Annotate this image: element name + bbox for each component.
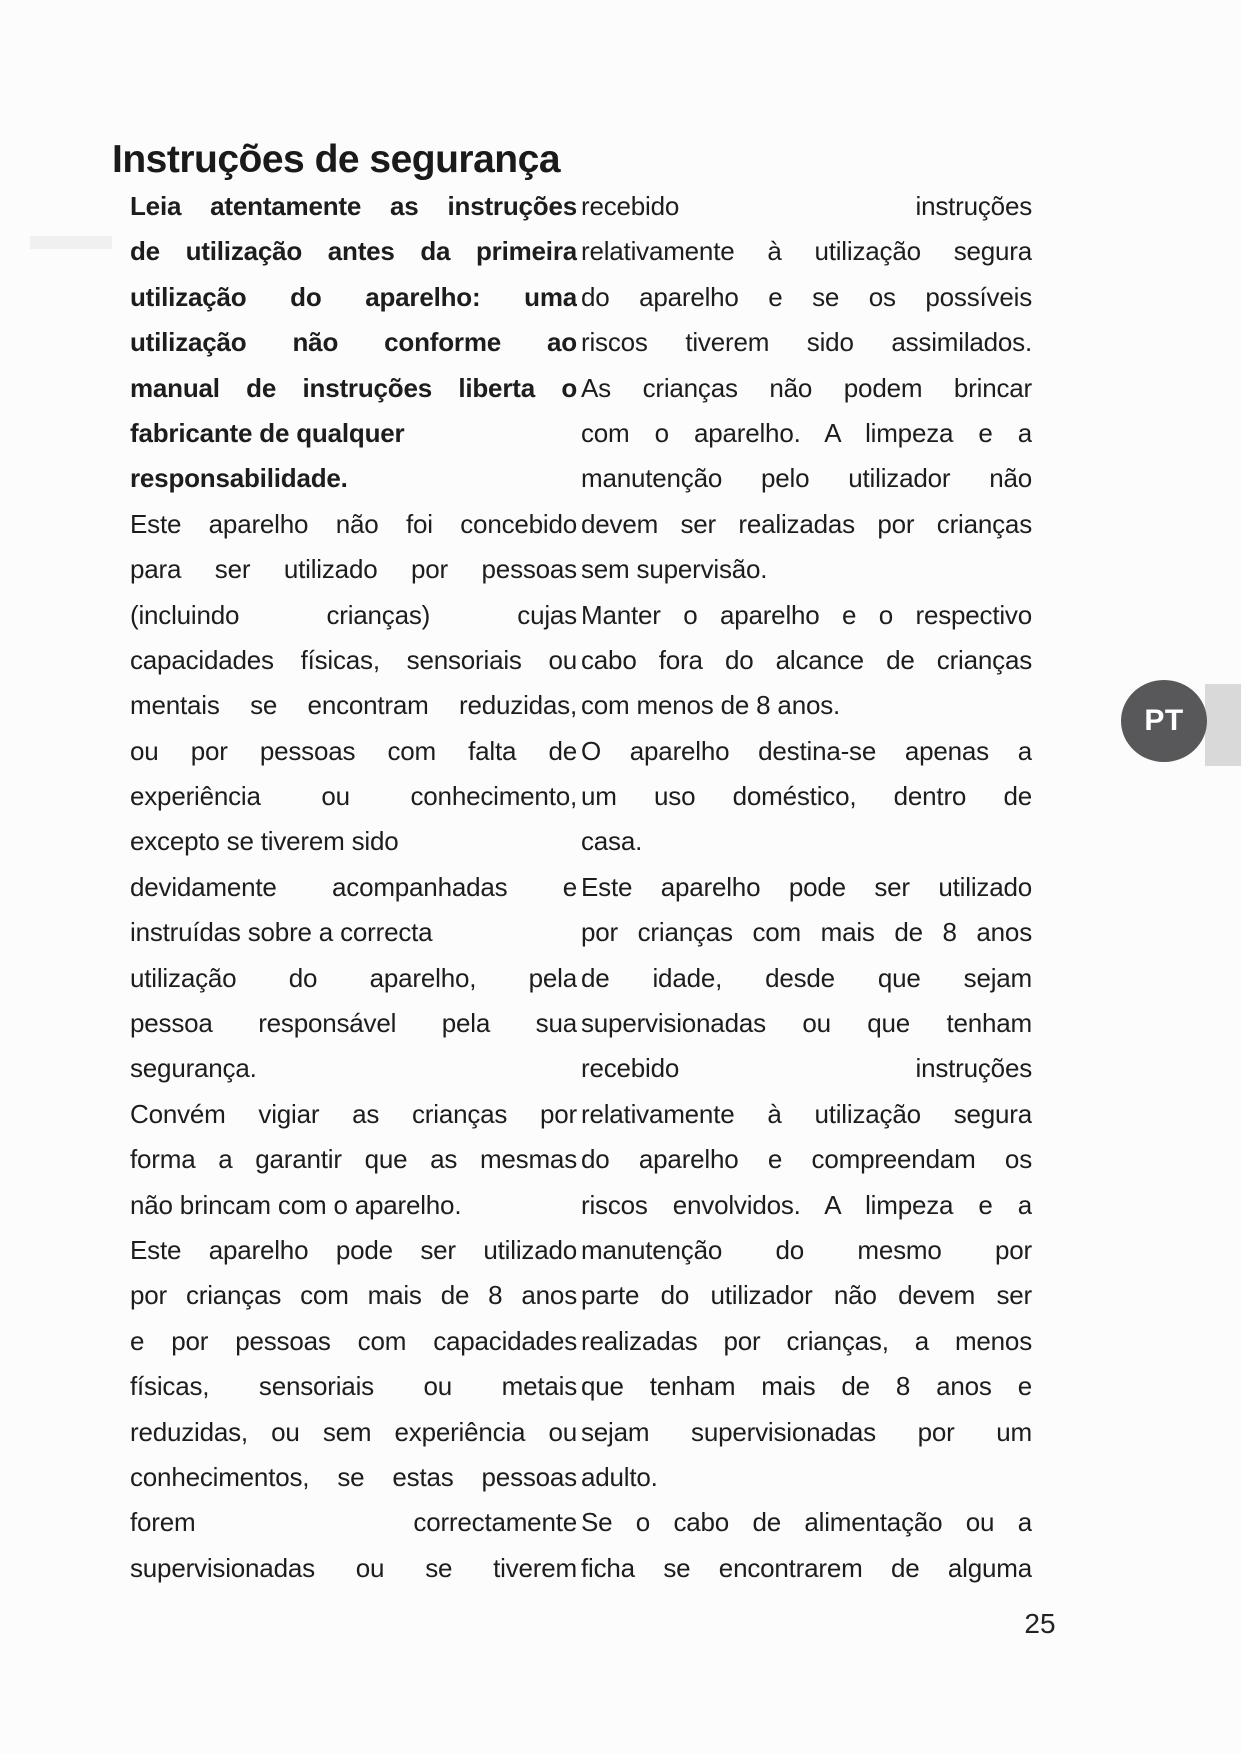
text-line-content: utilização do aparelho, pela (130, 962, 577, 993)
text-line (581, 1410, 1032, 1455)
text-line-content: parte do utilizador não devem ser (581, 1280, 1032, 1311)
text-line (581, 1001, 1032, 1046)
text-column-right (581, 184, 1032, 1591)
text-line-content: recebido instruções (581, 1053, 1032, 1084)
text-line-content: do aparelho e compreendam os (581, 1144, 1032, 1175)
text-line-content: ou por pessoas com falta de (130, 735, 577, 766)
text-line (581, 229, 1032, 274)
text-line-content: Este aparelho pode ser utilizado (581, 871, 1032, 902)
text-line-content: de utilização antes da primeira (130, 236, 577, 267)
text-line (130, 1455, 577, 1500)
text-line (581, 1546, 1032, 1591)
text-line (130, 1228, 577, 1273)
text-line (581, 729, 1032, 774)
text-line-content: com o aparelho. A limpeza e a (581, 417, 1032, 448)
text-line-content: manutenção pelo utilizador não (581, 463, 1032, 494)
text-line (130, 1273, 577, 1318)
scan-artifact (30, 236, 112, 249)
text-line (581, 184, 1032, 229)
text-line-content: mentais se encontram reduzidas, (130, 690, 577, 721)
text-line-content: O aparelho destina-se apenas a (581, 735, 1032, 766)
text-line-content: sejam supervisionadas por um (581, 1416, 1032, 1447)
text-line-content: que tenham mais de 8 anos e (581, 1371, 1032, 1402)
text-line (581, 1183, 1032, 1228)
text-line-content: supervisionadas ou que tenham (581, 1008, 1032, 1039)
text-line (130, 229, 577, 274)
text-line (130, 1546, 577, 1591)
text-line-content: supervisionadas ou se tiverem (130, 1552, 577, 1583)
page-edge-strip (1205, 684, 1241, 766)
text-line-content: ficha se encontrarem de alguma (581, 1552, 1032, 1583)
page-number: 25 (1024, 1608, 1056, 1639)
text-line-content: manual de instruções liberta o (130, 372, 577, 403)
text-line-content: relativamente à utilização segura (581, 1098, 1032, 1129)
text-line-content: cabo fora do alcance de crianças (581, 644, 1032, 675)
text-line (581, 1500, 1032, 1545)
text-line-content: manutenção do mesmo por (581, 1234, 1032, 1265)
text-line-content: Convém vigiar as crianças por (130, 1098, 577, 1129)
text-line (130, 1183, 577, 1228)
text-line (581, 1364, 1032, 1409)
text-line (130, 819, 577, 864)
text-line (581, 1319, 1032, 1364)
text-line-content: reduzidas, ou sem experiência ou (130, 1416, 577, 1447)
text-line (581, 1046, 1032, 1091)
text-line (130, 184, 577, 229)
text-line (130, 1410, 577, 1455)
text-line-content: fabricante de qualquer (130, 417, 405, 448)
text-line (130, 411, 577, 456)
text-line-content: Se o cabo de alimentação ou a (581, 1507, 1032, 1538)
text-line-content: experiência ou conhecimento, (130, 781, 577, 812)
text-line (581, 366, 1032, 411)
text-line (130, 1500, 577, 1545)
text-line-content: capacidades físicas, sensoriais ou (130, 644, 577, 675)
text-line (581, 1455, 1032, 1500)
text-line-content: riscos tiverem sido assimilados. (581, 327, 1032, 358)
text-line (581, 1092, 1032, 1137)
text-line (130, 593, 577, 638)
text-line (581, 1273, 1032, 1318)
text-line-content: um uso doméstico, dentro de (581, 781, 1032, 812)
page-title: Instruções de segurança (112, 138, 561, 182)
text-line (130, 366, 577, 411)
text-line (130, 956, 577, 1001)
text-line-content: utilização não conforme ao (130, 327, 577, 358)
text-line (581, 638, 1032, 683)
text-line (581, 819, 1032, 864)
text-line-content: devidamente acompanhadas e (130, 871, 577, 902)
text-line-content: recebido instruções (581, 191, 1032, 221)
text-line (581, 774, 1032, 819)
text-line (130, 683, 577, 728)
text-line-content: físicas, sensoriais ou metais (130, 1371, 577, 1402)
language-badge-label: PT (1144, 704, 1184, 737)
text-line (581, 865, 1032, 910)
text-line (581, 502, 1032, 547)
text-column-left (130, 184, 577, 1591)
text-line (130, 275, 577, 320)
text-line-content: por crianças com mais de 8 anos (581, 917, 1032, 948)
text-line (581, 956, 1032, 1001)
text-line (130, 910, 577, 955)
text-line (130, 1137, 577, 1182)
text-line-content: utilização do aparelho: uma (130, 281, 577, 312)
text-line (581, 547, 1032, 592)
text-line-content: responsabilidade. (130, 463, 348, 494)
text-line-content: para ser utilizado por pessoas (130, 554, 577, 585)
text-line-content: do aparelho e se os possíveis (581, 281, 1032, 312)
text-line (130, 1001, 577, 1046)
text-line-content: segurança. (130, 1053, 257, 1084)
text-line (581, 456, 1032, 501)
text-line (130, 1092, 577, 1137)
text-line-content: realizadas por crianças, a menos (581, 1325, 1032, 1356)
text-line-content: adulto. (581, 1461, 658, 1492)
text-line-content: instruídas sobre a correcta (130, 917, 433, 948)
text-line (130, 774, 577, 819)
language-badge-pt (1121, 680, 1207, 762)
text-line-content: Este aparelho pode ser utilizado (130, 1234, 577, 1265)
text-line-content: devem ser realizadas por crianças (581, 508, 1032, 539)
text-line-content: Manter o aparelho e o respectivo (581, 599, 1032, 630)
text-line-content: Leia atentamente as instruções (130, 191, 577, 221)
text-line-content: (incluindo crianças) cujas (130, 599, 577, 630)
text-line-content: com menos de 8 anos. (581, 690, 841, 721)
text-line (130, 638, 577, 683)
text-line-content: forem correctamente (130, 1507, 577, 1538)
text-line (130, 502, 577, 547)
text-line-content: excepto se tiverem sido (130, 826, 399, 857)
text-line-content: e por pessoas com capacidades (130, 1325, 577, 1356)
text-line-content: Este aparelho não foi concebido (130, 508, 577, 539)
text-line-content: forma a garantir que as mesmas (130, 1144, 577, 1175)
text-line (581, 1137, 1032, 1182)
text-line (581, 683, 1032, 728)
text-line-content: relativamente à utilização segura (581, 236, 1032, 267)
text-line (581, 910, 1032, 955)
text-line (130, 320, 577, 365)
text-line (130, 547, 577, 592)
text-line-content: conhecimentos, se estas pessoas (130, 1461, 577, 1492)
text-line (581, 1228, 1032, 1273)
text-line-content: por crianças com mais de 8 anos (130, 1280, 577, 1311)
text-line (130, 1319, 577, 1364)
text-line (581, 275, 1032, 320)
text-line (130, 865, 577, 910)
text-line (581, 593, 1032, 638)
text-line (581, 320, 1032, 365)
text-line (130, 1364, 577, 1409)
text-line-content: pessoa responsável pela sua (130, 1008, 577, 1039)
text-line (130, 729, 577, 774)
text-line (130, 456, 577, 501)
text-line-content: sem supervisão. (581, 554, 768, 585)
text-line-content: casa. (581, 826, 643, 857)
text-line-content: de idade, desde que sejam (581, 962, 1032, 993)
text-line-content: não brincam com o aparelho. (130, 1189, 462, 1220)
text-line (581, 411, 1032, 456)
text-line-content: As crianças não podem brincar (581, 372, 1032, 403)
text-line (130, 1046, 577, 1091)
text-line-content: riscos envolvidos. A limpeza e a (581, 1189, 1032, 1220)
